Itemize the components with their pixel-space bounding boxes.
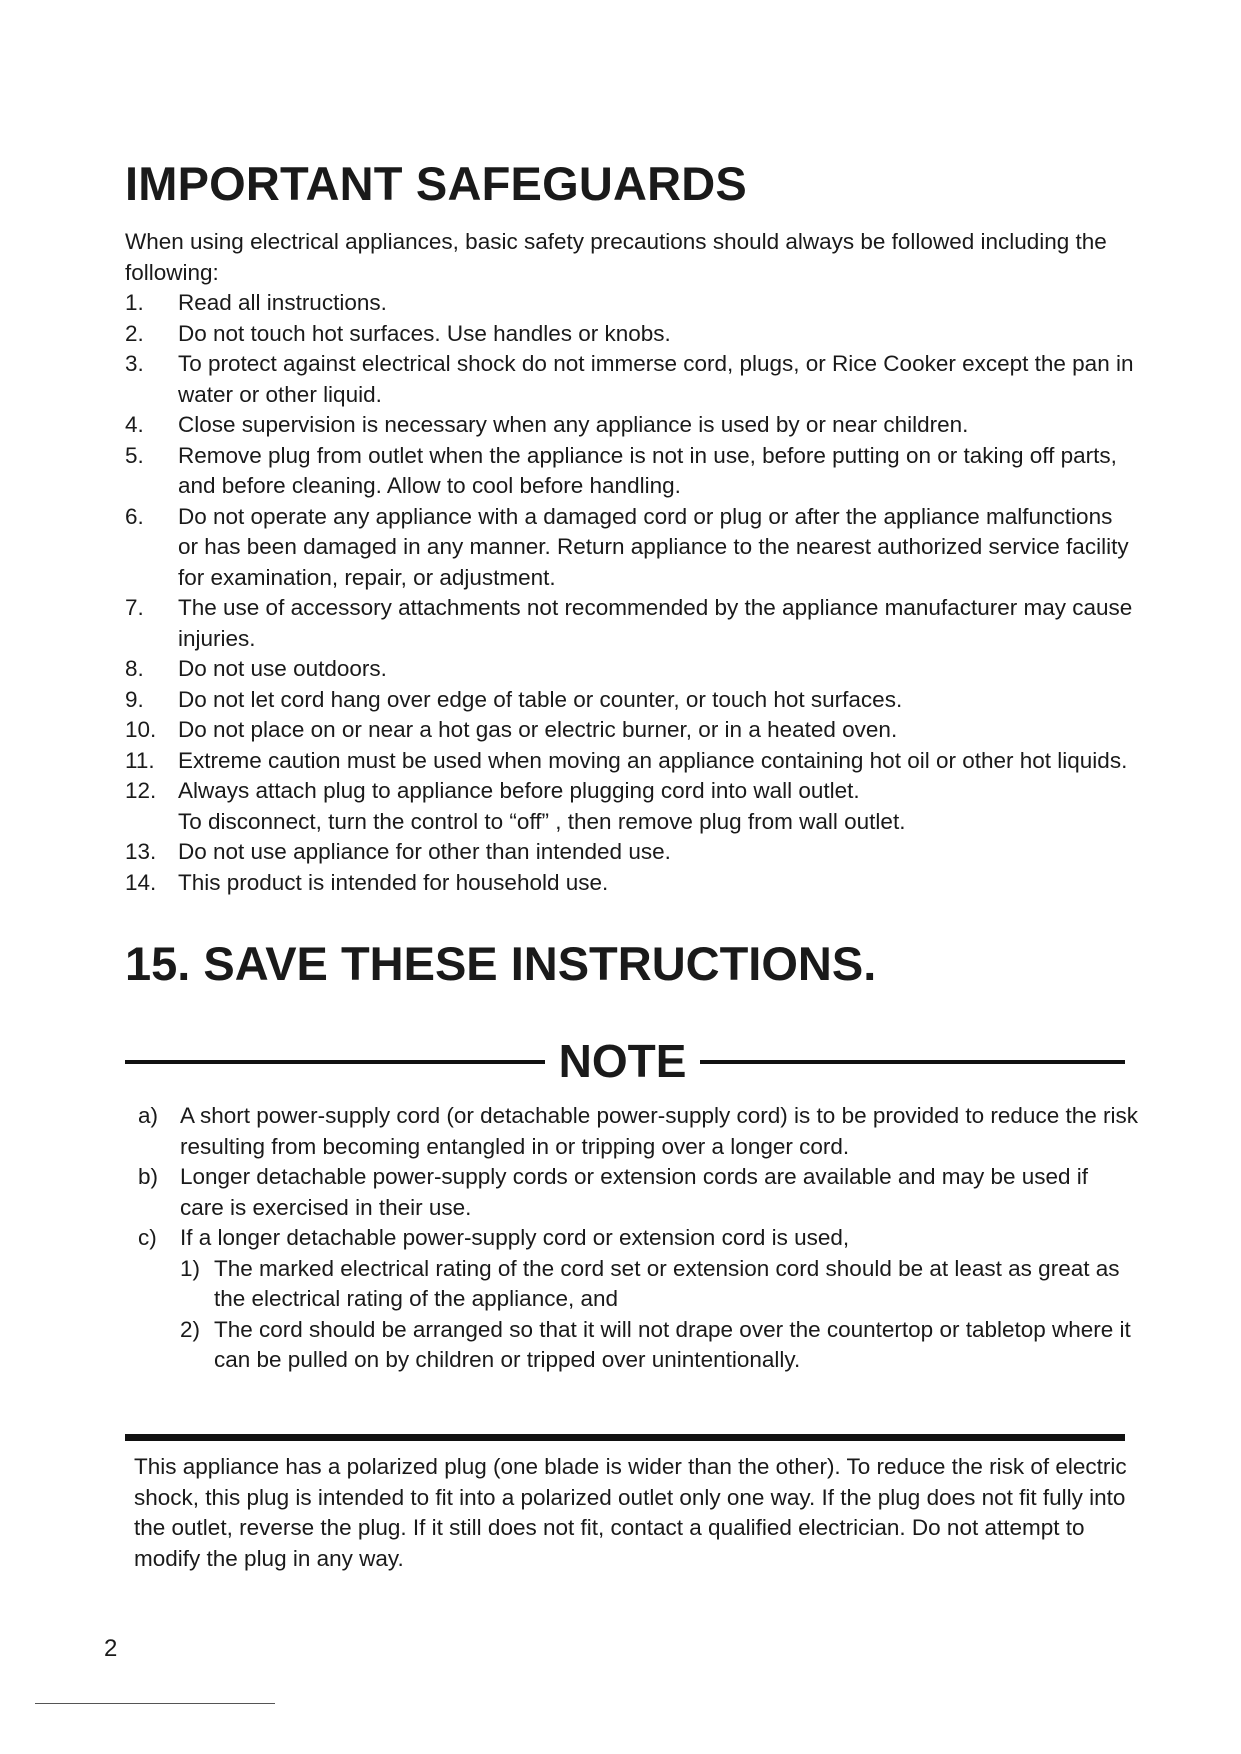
note-body — [180, 1223, 1138, 1376]
note-text: A short power-supply cord (or detachable power-supply cord) is to be provided to reduce the risk resulting from becoming entangled in or tripping over a longer cord. — [180, 1103, 1138, 1159]
item-number: 1. — [125, 290, 144, 315]
note-item — [138, 1101, 1138, 1162]
list-item — [125, 868, 1135, 899]
item-text: Read all instructions. — [178, 290, 387, 315]
note-subitem — [180, 1254, 1138, 1315]
item-number: 5. — [125, 442, 144, 468]
item-text: Do not touch hot surfaces. Use handles or knobs. — [178, 320, 671, 346]
list-item — [125, 654, 1135, 685]
item-text: Always attach plug to appliance before plugging cord into wall outlet. — [178, 778, 860, 803]
item-number: 10. — [125, 717, 157, 742]
item-number: 4. — [125, 412, 144, 437]
subitem-text: The cord should be arranged so that it will not drape over the countertop or tabletop where it can be pulled on by children or tripped over unintentionally. — [214, 1316, 1131, 1372]
item-number: 12. — [125, 778, 157, 803]
item-text: This product is intended for household use. — [178, 869, 609, 895]
item-text: Do not use outdoors. — [178, 656, 387, 681]
item-number: 9. — [125, 686, 144, 712]
save-instructions-heading: 15. SAVE THESE INSTRUCTIONS. — [125, 937, 877, 990]
item-number: 3. — [125, 351, 144, 376]
list-item — [125, 685, 1135, 716]
list-item — [125, 593, 1135, 654]
item-text: To protect against electrical shock do not immerse cord, plugs, or Rice Cooker except the pan in water or other liquid. — [178, 351, 1134, 407]
list-item — [125, 502, 1135, 594]
note-letter: c) — [138, 1225, 157, 1250]
list-item — [125, 715, 1135, 746]
safeguards-list — [125, 288, 1135, 898]
note-text: Longer detachable power-supply cords or extension cords are available and may be used if care is exercised in their use. — [180, 1164, 1089, 1220]
note-divider-right — [700, 1060, 1125, 1064]
item-text: Do not place on or near a hot gas or electric burner, or in a heated oven. — [178, 717, 898, 742]
item-text-continuation: To disconnect, turn the control to “off” , then remove plug from wall outlet. — [178, 808, 906, 834]
item-number: 7. — [125, 595, 144, 620]
item-number: 11. — [125, 747, 155, 773]
page-number: 2 — [104, 1635, 118, 1662]
list-item — [125, 288, 1135, 319]
note-item — [138, 1162, 1138, 1223]
polarized-plug-notice: This appliance has a polarized plug (one blade is wider than the other). To reduce the risk of electric shock, this plug is intended to fit into a polarized outlet only one way. If the plug does not fit fully into the outlet, reverse the plug. If it still does not fit, contact a qualified electrician. Do not attempt to modify the plug in any way. — [134, 1454, 1127, 1571]
list-item — [125, 776, 1135, 837]
list-item — [125, 410, 1135, 441]
page-title: IMPORTANT SAFEGUARDS — [125, 157, 747, 210]
item-text: Do not operate any appliance with a damaged cord or plug or after the appliance malfunctions or has been damaged in any manner. Return appliance to the nearest authorized service facility for examination, repair, or adjustment. — [178, 503, 1129, 590]
item-text-group — [178, 776, 1135, 837]
item-number: 13. — [125, 839, 157, 864]
item-number: 6. — [125, 503, 144, 529]
item-text: Extreme caution must be used when moving an appliance containing hot oil or other hot liquids. — [178, 747, 1128, 773]
note-subitem — [180, 1315, 1138, 1376]
list-item — [125, 349, 1135, 410]
note-divider-left — [125, 1060, 545, 1064]
item-number: 14. — [125, 869, 157, 895]
subitem-number: 2) — [180, 1316, 201, 1342]
item-text: Do not use appliance for other than intended use. — [178, 839, 671, 864]
item-text: Do not let cord hang over edge of table or counter, or touch hot surfaces. — [178, 686, 903, 712]
note-item — [138, 1223, 1138, 1376]
list-item — [125, 837, 1135, 868]
note-text: If a longer detachable power-supply cord or extension cord is used, — [180, 1225, 850, 1250]
subitem-text: The marked electrical rating of the cord set or extension cord should be at least as great as the electrical rating of the appliance, and — [214, 1255, 1120, 1311]
note-letter: b) — [138, 1164, 159, 1189]
item-text: Remove plug from outlet when the appliance is not in use, before putting on or taking off parts, and before cleaning. Allow to cool before handling. — [178, 442, 1117, 498]
list-item — [125, 319, 1135, 350]
list-item — [125, 441, 1135, 502]
footer-line — [35, 1703, 275, 1704]
item-number: 8. — [125, 656, 144, 681]
subitem-number: 1) — [180, 1255, 201, 1281]
intro-text: When using electrical appliances, basic safety precautions should always be followed including the following: — [125, 229, 1107, 285]
item-text: Close supervision is necessary when any appliance is used by or near children. — [178, 412, 969, 437]
note-list — [138, 1101, 1138, 1376]
note-letter: a) — [138, 1103, 159, 1128]
list-item — [125, 746, 1135, 777]
note-heading: NOTE — [558, 1035, 687, 1087]
item-number: 2. — [125, 320, 144, 346]
item-text: The use of accessory attachments not recommended by the appliance manufacturer may cause injuries. — [178, 595, 1133, 651]
section-divider — [125, 1434, 1125, 1441]
note-sublist — [180, 1254, 1138, 1376]
